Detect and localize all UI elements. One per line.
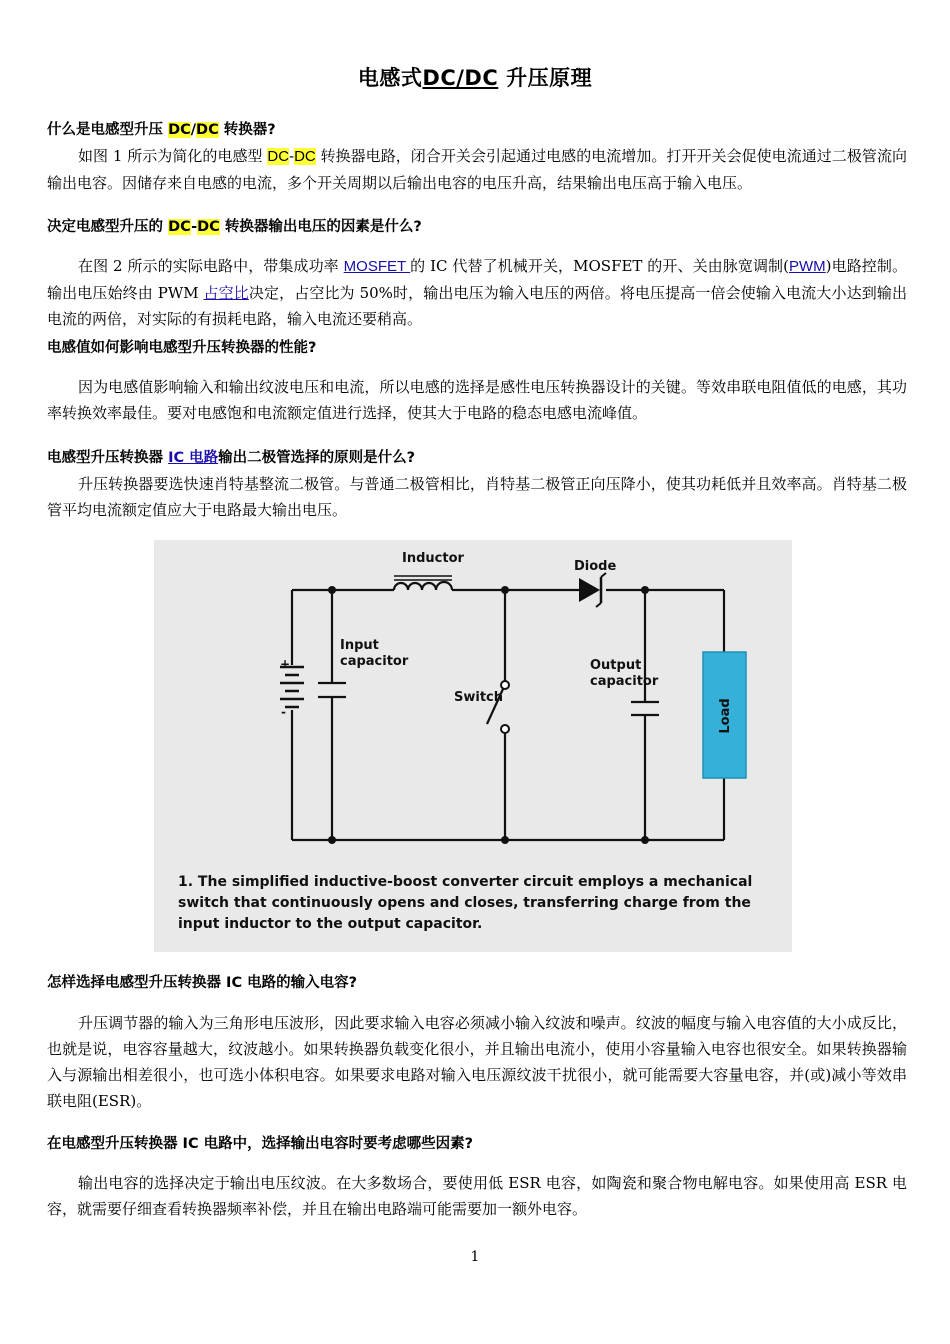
- link-pwm[interactable]: PWM: [789, 258, 826, 275]
- heading-text: 转换器?: [218, 122, 276, 138]
- heading-dash: -: [191, 219, 198, 235]
- link-mosfet[interactable]: MOSFET: [343, 258, 411, 275]
- highlight-dc: DC: [294, 148, 316, 165]
- para-text: 如图 1 所示为简化的电感型: [78, 147, 268, 165]
- switch-icon: [487, 681, 509, 733]
- para-text: 转换器电路，闭合开关会引起通过电感的电流增加。打开开关会促使电流通过二极管流向输出电容。因储存来自电感的电流，多个开关周期以后输出电容的电压升高，结果输出电压高于输入电压。: [47, 147, 907, 192]
- heading-text: 输出二极管选择的原则是什么?: [218, 450, 416, 466]
- heading-text: 电感型升压转换器: [47, 450, 169, 466]
- title-prefix: 电感式: [357, 66, 423, 90]
- input-capacitor-label: capacitor: [340, 654, 409, 669]
- highlight-dc: DC: [196, 122, 219, 138]
- circuit-figure: [154, 540, 792, 952]
- input-capacitor-icon: [318, 683, 346, 697]
- link-ic-circuit[interactable]: IC 电路: [168, 450, 219, 466]
- highlight-dc: DC: [267, 148, 290, 165]
- heading-separator: /: [190, 122, 197, 138]
- title-dcdc: DC/DC: [422, 66, 499, 90]
- section-heading-inductance: 电感值如何影响电感型升压转换器的性能?: [47, 340, 317, 356]
- section-paragraph-inductance: 因为电感值影响输入和输出纹波电压和电流，所以电感的选择是感性电压转换器设计的关键。等效串联电阻值低的电感，其功率转换效率最佳。要对电感饱和电流额定值进行选择，使其大于电路的稳态电感电流峰值。: [47, 378, 907, 422]
- highlight-dc: DC: [197, 219, 220, 235]
- section-paragraph-what-is: [47, 143, 907, 196]
- heading-text: 转换器输出电压的因素是什么?: [219, 219, 422, 235]
- battery-icon: [280, 667, 304, 707]
- load-label: Load: [718, 698, 733, 734]
- section-heading-what-is: [47, 118, 907, 139]
- circuit-wires: [292, 590, 724, 840]
- para-dash: -: [289, 148, 295, 165]
- highlight-dc: DC: [168, 122, 191, 138]
- section-paragraph-input-capacitor: 升压调节器的输入为三角形电压波形，因此要求输入电容必须减小输入纹波和噪声。纹波的幅度与输入电容值的大小成反比，也就是说，电容容量越大，纹波越小。如果转换器负载变化很小，并且输出电流小，使用小容量输入电容也很安全。如果转换器输入与源输出相差很小，也可选小体积电容。如果要求电路对输入电压源纹波干扰很小，就可能需要大容量电容，并(或)减小等效串联电阻(ESR)。: [47, 1014, 907, 1110]
- diode-label: Diode: [574, 559, 617, 574]
- output-capacitor-label: Output: [590, 658, 642, 673]
- switch-label: Switch: [454, 690, 504, 705]
- output-capacitor-icon: [631, 702, 659, 715]
- heading-text: 什么是电感型升压: [47, 122, 169, 138]
- section-paragraph-diode: 升压转换器要选快速肖特基整流二极管。与普通二极管相比，肖特基二极管正向压降小，使其功耗低并且效率高。肖特基二极管平均电流额定值应大于电路最大输出电压。: [47, 475, 907, 519]
- para-text: 决定，占空比为 50%时，输出电压为输入电压的两倍。将电压提高一倍会使输入电流大小达到输出电流的两倍，对实际的有损耗电路，输入电流还要稍高。: [47, 284, 907, 328]
- section-heading-output-voltage: [47, 215, 907, 236]
- figure-caption: 1. The simplified inductive-boost converter circuit employs a mechanical switch that continuously opens and closes, transferring charge from the input inductor to the output capacitor.: [178, 874, 753, 932]
- diode-icon: [579, 573, 606, 607]
- section-heading-input-capacitor: 怎样选择电感型升压转换器 IC 电路的输入电容?: [47, 975, 358, 991]
- page-number: 1: [470, 1249, 480, 1265]
- section-heading-diode: [47, 446, 907, 467]
- title-suffix: 升压原理: [498, 66, 593, 90]
- highlight-dc: DC: [168, 219, 192, 235]
- section-heading-output-capacitor: 在电感型升压转换器 IC 电路中，选择输出电容时要考虑哪些因素?: [47, 1136, 474, 1152]
- section-paragraph-output-voltage: [47, 253, 907, 332]
- boost-circuit-diagram: [154, 540, 792, 870]
- inductor-label: Inductor: [402, 551, 464, 566]
- para-text: 在图 2 所示的实际电路中，带集成功率: [78, 257, 344, 275]
- para-text: )电路控制。输出电压始终由 PWM: [47, 257, 907, 302]
- para-text: 的 IC 代替了机械开关，MOSFET 的开、关由脉宽调制(: [410, 257, 789, 275]
- inductor-icon: [394, 576, 452, 590]
- heading-text: 决定电感型升压的: [47, 219, 169, 235]
- page-title: [0, 62, 950, 92]
- junction-dots: [328, 586, 649, 844]
- battery-plus-label: +: [280, 657, 291, 671]
- output-capacitor-label: capacitor: [590, 674, 659, 689]
- link-duty-cycle[interactable]: 占空比: [203, 284, 249, 302]
- battery-minus-label: -: [281, 705, 286, 719]
- section-paragraph-output-capacitor: 输出电容的选择决定于输出电压纹波。在大多数场合，要使用低 ESR 电容，如陶瓷和聚合物电解电容。如果使用高 ESR 电容，就需要仔细查看转换器频率补偿，并且在输出电路端可能需要加一额外电容。: [47, 1174, 907, 1218]
- input-capacitor-label: Input: [340, 638, 379, 653]
